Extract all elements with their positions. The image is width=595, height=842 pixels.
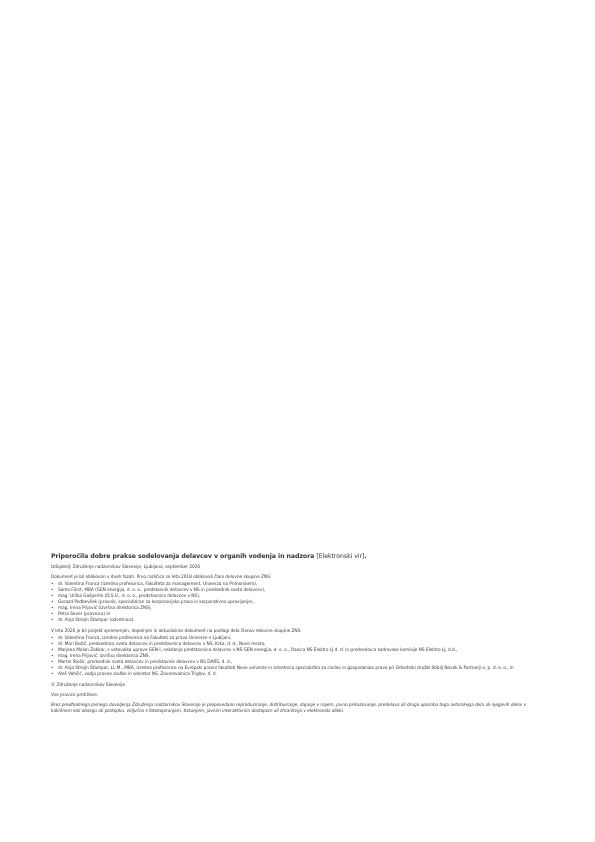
list-item: • mag. Irena Prijović (izvršna direktorica ZNS), [51,606,546,612]
list-item: • Petra Sever (pravnica) in [51,612,546,618]
publisher-line: Izdajatelj: Združenje nadzornikov Slovenije, Ljubljana, september 2026 [51,565,201,570]
list-item: • dr. Anja Strojin Štampar, LL.M., MBA, izredna profesorica na Evropski pravni fakulteti Nove univerze in odvetnica specialistka za civilno in gospodarsko pravo pri Odvetniki družbi Stibilj Novak & Partnerji o. p. d. o. o., in [51,666,546,672]
copyright: © Združenje nadzornikov Slovenije [51,683,125,688]
list-item: • Martin Stožir, predsednik sveta delavcev in predstavnik delavcev v NS DARS, d. d., [51,660,546,666]
title-end: . [364,553,367,560]
first-group-list [51,582,546,624]
list-item: • Samo Fürst, MBA (GEN energija, d. o. o., predstavnik delavcev v NS in predsednik sveta delavcev), [51,588,546,594]
list-item: • Gorazd Podbevšek (pravnik, specializiran za korporacijsko pravo in korporativno upravljanje), [51,600,546,606]
intro-second-phase: V letu 2026 je bil projekt spremenjen, dopolnjen in aktualiziran dokument na podlagi dela članov delovne skupine ZNS: [51,629,302,634]
publication-title [51,553,546,561]
list-item: • dr. Valentina Franca, izredna profesorica na Fakulteti za pravo Univerze v Ljubljani, [51,636,546,642]
list-item: • Marjana Molan Zakkar, s vetovalka uprave GEN-I, nekdanja predstavnica delavcev v NS GEN energija, d. o. o., članica NS Elektro LJ d. d. in predsednica kadrovske komisije NS Elektro LJ, d.d., [51,648,546,654]
list-item: • dr. Valentina Franca (izredna profesorica, Fakulteta za management, Univerza na Primorskem), [51,582,546,588]
colophon [51,553,546,719]
legal-notice: Brez predhodnega pisnega dovoljenja Združenja nadzornikov Slovenije je prepovedano reproduciranje, distribuiranje, dajanje v najem, javno prikazovanje, predelava ali druga uporaba tega avtorskega dela ali njegovih delov v kakršnem koli obsegu ali postopku, vključno s fotokopiranjem, tiskanjem, javnim interaktivnim dostopom ali shranitvijo v elektronski obliki. [51,703,527,714]
list-item: • Aleš Vahčić, vodja pravne službe in sekretar NS, Zavarovalnica Triglav, d. d. [51,672,546,678]
list-item: • mag. Urška Gašperlin (D.S.U., d. o. o., predstavnica delavcev v NS), [51,594,546,600]
list-item: • dr. Mari Božič, predsednica sveta delavcev in predstavnica delavcev v NS, Krka, d. d., Novo mesto, [51,642,546,648]
rights-reserved: Vse pravice pridržane. [51,693,99,698]
title-main: Priporočila dobre prakse sodelovanja delavcev v organih vodenja in nadzora [51,553,315,560]
title-format: [Elektronski vir] [316,553,365,560]
second-group-list [51,636,546,678]
list-item: • dr. Anja Strojin Štampar (odvetnica). [51,618,546,624]
intro-first-phase: Dokument je bil oblikovan v dveh fazah. Prvo različico so leta 2018 oblikovali člani delovne skupine ZNS: [51,575,272,580]
list-item: • mag. Irena Prijović, izvršna direktorica ZNS, [51,654,546,660]
